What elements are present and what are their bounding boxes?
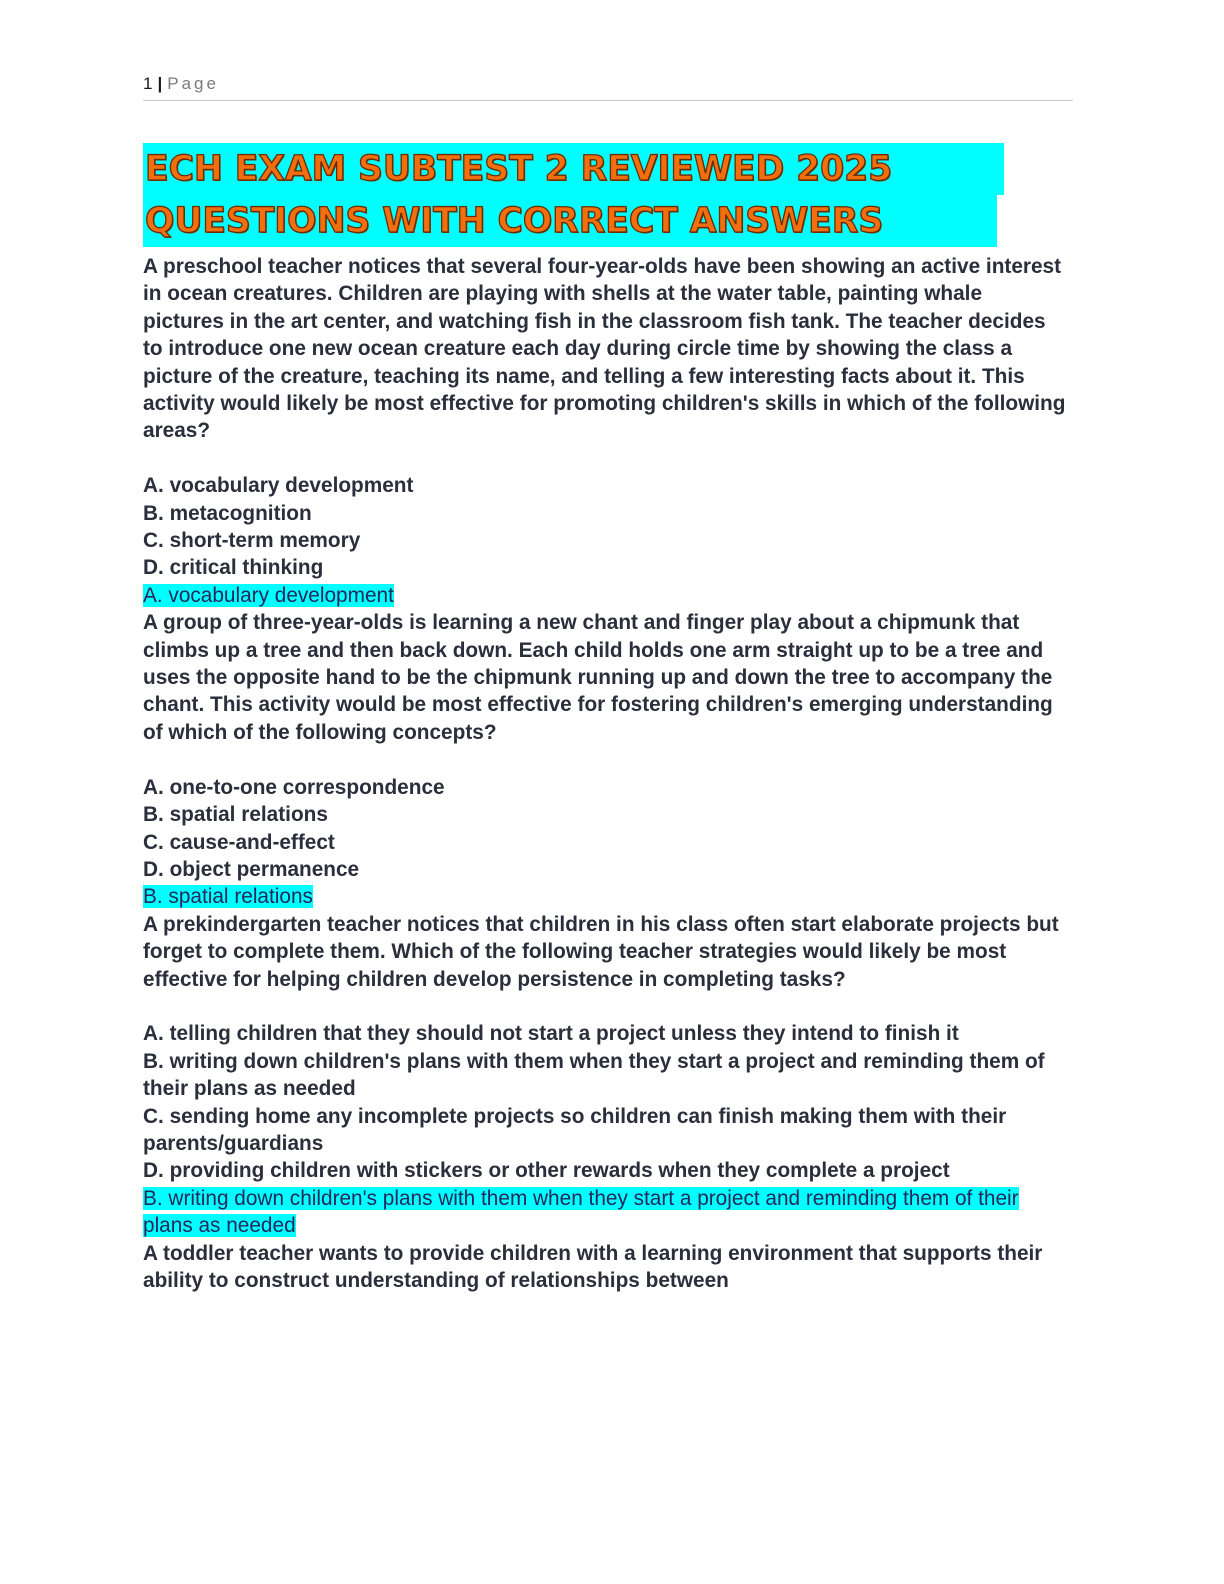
answer-option: B. writing down children's plans with them when they start a project and reminding them of their plans as needed — [143, 1049, 1045, 1101]
correct-answer — [143, 883, 1068, 910]
answer-option: A. vocabulary development — [143, 474, 414, 498]
document-title — [143, 143, 1023, 247]
page-header — [143, 74, 1073, 101]
answer-option: C. cause-and-effect — [143, 830, 335, 854]
answer-option: B. spatial relations — [143, 803, 328, 827]
question-text: A group of three-year-olds is learning a new chant and finger play about a chipmunk that climbs up a tree and then back down. Each child holds one arm straight up to be a tree and uses the opposite hand to be the chipmunk running up and down the tree to accompany the chant. This activity would be most effective for fostering children's emerging understanding of which of the following concepts? — [143, 611, 1053, 744]
correct-answer-text: A. vocabulary development — [143, 583, 394, 607]
correct-answer — [143, 1185, 1068, 1240]
answer-option: A. one-to-one correspondence — [143, 775, 445, 799]
title-line-2: QUESTIONS WITH CORRECT ANSWERS — [143, 195, 997, 247]
answer-option: B. metacognition — [143, 501, 312, 525]
answer-option: D. providing children with stickers or other rewards when they complete a project — [143, 1159, 950, 1183]
question-text: A prekindergarten teacher notices that children in his class often start elaborate projects but forget to complete them. Which of the following teacher strategies would likely be most effective for helping children develop persistence in completing tasks? — [143, 912, 1059, 991]
page-number: 1 — [143, 74, 153, 93]
page-label: Page — [167, 74, 219, 93]
title-line-1: ECH EXAM SUBTEST 2 REVIEWED 2025 — [143, 143, 1004, 195]
answer-option: C. sending home any incomplete projects so children can finish making them with their parents/guardians — [143, 1104, 1007, 1155]
correct-answer-text: B. spatial relations — [143, 885, 313, 909]
question-text: A preschool teacher notices that several four-year-olds have been showing an active interest in ocean creatures. Children are playing with shells at the water table, painting whale pictures in the art center, and watching fish in the classroom fish tank. The teacher decides to introduce one new ocean creature each day during circle time by showing the class a picture of the creature, teaching its name, and telling a few interesting facts about it. This activity would likely be most effective for promoting children's skills in which of the following areas? — [143, 255, 1066, 443]
correct-answer — [143, 582, 1068, 609]
document-body — [143, 253, 1068, 1294]
answer-option: C. short-term memory — [143, 529, 361, 553]
answer-option: A. telling children that they should not start a project unless they intend to finish it — [143, 1022, 959, 1046]
answer-option: D. critical thinking — [143, 556, 324, 580]
correct-answer-text: B. writing down children's plans with them when they start a project and reminding them of their plans as needed — [143, 1186, 1019, 1238]
page-separator: | — [157, 74, 163, 93]
answer-option: D. object permanence — [143, 857, 360, 881]
question-text: A toddler teacher wants to provide children with a learning environment that supports their ability to construct understanding of relationships between — [143, 1241, 1043, 1292]
